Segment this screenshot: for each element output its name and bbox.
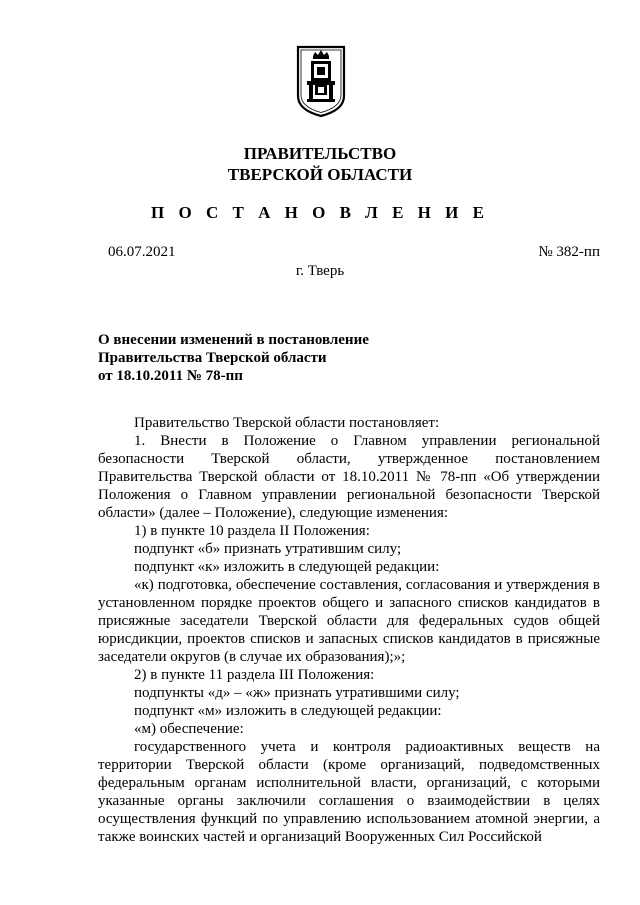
subject-line1: О внесении изменений в постановление — [98, 332, 369, 348]
document-number: № 382-пп — [538, 244, 600, 260]
subject-line3: от 18.10.2011 № 78-пп — [98, 368, 243, 384]
body-paragraph: государственного учета и контроля радиоактивных веществ на территории Тверской области (кроме организаций, подведомственных федеральным органам исполнительной власти, организаций, с которыми указанные органы заключили соглашения о взаимодействии в целях осуществления функций по управлению использованием атомной энергии, а также воинских частей и организаций Вооруженных Сил Российской — [98, 739, 600, 845]
body-paragraph: 1. Внести в Положение о Главном управлении региональной безопасности Тверской области, утвержденное постановлением Правительства Тверской области от 18.10.2011 № 78-пп «Об утверждении Положения о Главном управлении региональной безопасности Тверской области» (далее – Положение), следующие изменения: — [98, 433, 600, 521]
government-name — [0, 143, 640, 185]
body-paragraph: «к) подготовка, обеспечение составления, согласования и утверждения в установленном порядке проектов общего и запасного списков кандидатов в присяжные заседатели Тверской области для федеральных судов общей юрисдикции, проектов списков и запасных списков кандидатов в присяжные заседатели округов (в случае их образования);»; — [98, 577, 600, 665]
body-paragraph: Правительство Тверской области постановляет: — [134, 415, 440, 431]
document-type: П О С Т А Н О В Л Е Н И Е — [151, 203, 489, 222]
document-body — [98, 414, 600, 846]
body-paragraph: «м) обеспечение: — [134, 721, 244, 737]
document-date: 06.07.2021 — [108, 244, 176, 260]
body-paragraph: подпункт «б» признать утратившим силу; — [134, 541, 402, 557]
coat-of-arms-icon — [295, 44, 347, 118]
document-subject — [98, 331, 369, 385]
gov-title-line2: ТВЕРСКОЙ ОБЛАСТИ — [227, 165, 413, 184]
body-paragraph: подпункт «к» изложить в следующей редакции: — [134, 559, 440, 575]
body-paragraph: 2) в пункте 11 раздела III Положения: — [134, 667, 375, 683]
body-paragraph: подпункт «м» изложить в следующей редакции: — [134, 703, 442, 719]
body-paragraph: подпункты «д» – «ж» признать утратившими силу; — [134, 685, 460, 701]
gov-title-line1: ПРАВИТЕЛЬСТВО — [243, 144, 397, 163]
body-paragraph: 1) в пункте 10 раздела II Положения: — [134, 523, 370, 539]
subject-line2: Правительства Тверской области — [98, 350, 327, 366]
document-city: г. Тверь — [295, 263, 345, 279]
